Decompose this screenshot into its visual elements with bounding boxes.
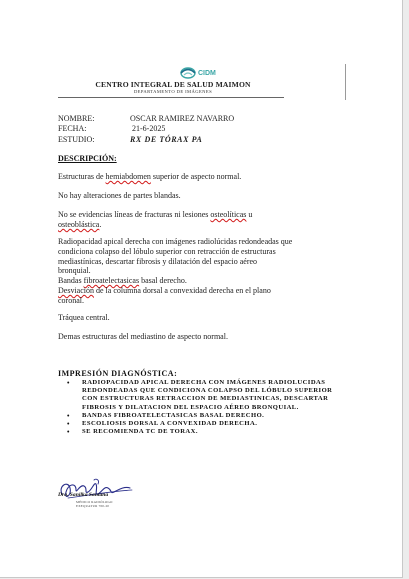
description-paragraph-6: Demas estructuras del mediastino de aspecto normal. <box>58 332 228 341</box>
description-paragraph-1: Estructuras de hemiabdomen superior de aspecto normal. <box>58 172 242 181</box>
doctor-exequatur: EXEQUATUR 700-20 <box>76 504 110 508</box>
organization-name: CENTRO INTEGRAL DE SALUD MAIMON <box>95 80 251 89</box>
impression-item: • BANDAS FIBROATELECTASICAS BASAL DERECHO. <box>67 411 265 420</box>
description-paragraph-4: Radiopacidad apical derecha con imágenes radiolúcidas redondeadas que condiciona colapso del lóbulo superior con retracción de estructuras mediastínicas, descartar fibrosis y dilatación del espacio aéreo bronquial. Bandas fibroatelectasicas basal derecho. Desviación de la columna dorsal a convexidad derecha en el plano coronal. <box>58 237 293 305</box>
logo-text: CIDM <box>198 70 216 77</box>
study-name: RX DE TÓRAX PA <box>130 134 203 144</box>
cidm-logo <box>170 64 240 80</box>
date-label: FECHA: <box>58 124 87 133</box>
exam-date: 21-6-2025 <box>132 124 166 133</box>
department-name: DEPARTAMENTO DE IMÁGENES <box>133 88 213 94</box>
page-margin-marker <box>345 64 346 100</box>
doctor-name: Dra. Sanilka Santana <box>58 492 109 498</box>
name-label: NOMBRE: <box>58 114 95 123</box>
study-label: ESTUDIO: <box>58 134 95 144</box>
header-divider <box>58 97 284 98</box>
description-paragraph-5: Tráquea central. <box>58 313 110 322</box>
impression-item: • ESCOLIOSIS DORSAL A CONVEXIDAD DERECHA. <box>67 420 258 429</box>
description-paragraph-3: No se evidencias líneas de fracturas ni lesiones osteolíticas u osteoblástica. <box>58 210 253 229</box>
bullet-icon: • <box>67 420 70 429</box>
impression-item: • SE RECOMIENDA TC DE TORAX. <box>67 428 198 437</box>
bullet-icon: • <box>67 411 70 420</box>
description-heading: DESCRIPCIÓN: <box>58 154 117 163</box>
bullet-icon: • <box>67 379 70 387</box>
bullet-icon: • <box>67 428 70 437</box>
patient-name: OSCAR RAMIREZ NAVARRO <box>130 114 235 123</box>
doctor-title: MÉDICO RADIÓLOGO <box>76 500 113 504</box>
impression-heading: IMPRESIÓN DIAGNÓSTICA: <box>58 369 178 378</box>
impression-list <box>58 379 348 436</box>
impression-item: • RADIOPACIDAD APICAL DERECHA CON IMÁGENES RADIOLUCIDAS REDONDEADAS QUE CONDICIONA COLAPSO DEL LÓBULO SUPERIOR CON ESTRUCTURAS RETRACCION DE MEDIASTINICAS, DESCARTAR FIBROSIS Y DILATACION DEL ESPACIO AÉREO BRONQUIAL. <box>67 379 333 411</box>
description-paragraph-2: No hay alteraciones de partes blandas. <box>58 191 181 200</box>
